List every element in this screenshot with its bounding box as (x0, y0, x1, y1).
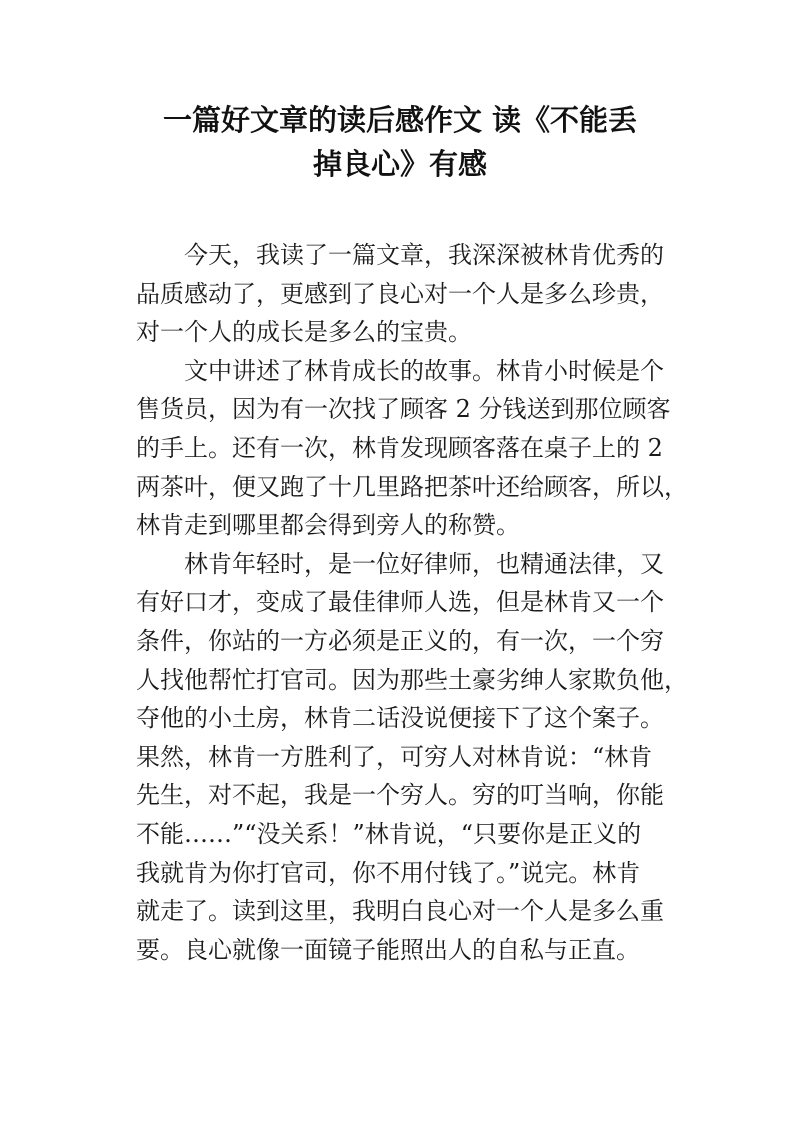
paragraph-2-line: 的手上。还有一次，林肯发现顾客落在桌子上的 2 (136, 433, 663, 462)
paragraph-3-line: 我就肯为你打官司，你不用付钱了。”说完。林肯 (136, 858, 641, 887)
paragraph-3-line: 先生，对不起，我是一个穷人。穷的叮当响，你能 (136, 781, 664, 810)
paragraph-3-line: 要。良心就像一面镜子能照出人的自私与正直。 (136, 935, 640, 964)
title-line: 一篇好文章的读后感作文 读《不能丢 (162, 103, 638, 137)
paragraph-3-line: 果然，林肯一方胜利了，可穷人对林肯说：“林肯 (136, 742, 653, 771)
paragraph-3-line: 夺他的小土房，林肯二话没说便接下了这个案子。 (136, 704, 664, 733)
paragraph-3-line: 就走了。读到这里，我明白良心对一个人是多么重 (136, 897, 664, 926)
paragraph-2-line: 林肯走到哪里都会得到旁人的称赞。 (136, 511, 520, 540)
paragraph-1-line: 对一个人的成长是多么的宝贵。 (136, 318, 472, 347)
paragraph-3-line: 条件，你站的一方必须是正义的，有一次，一个穷 (136, 626, 664, 655)
document-title (100, 98, 700, 186)
paragraph-1-line: 品质感动了，更感到了良心对一个人是多么珍贵， (136, 279, 664, 308)
document-body (136, 236, 688, 969)
paragraph-2-line: 文中讲述了林肯成长的故事。林肯小时候是个 (184, 356, 664, 385)
title-line: 掉良心》有感 (312, 147, 487, 181)
paragraph-1-line: 今天，我读了一篇文章，我深深被林肯优秀的 (184, 241, 664, 269)
paragraph-3-line: 有好口才，变成了最佳律师人选，但是林肯又一个 (136, 588, 664, 617)
paragraph-2-line: 售货员，因为有一次找了顾客 2 分钱送到那位顾客 (136, 395, 671, 424)
paragraph-3-line: 林肯年轻时，是一位好律师，也精通法律，又 (184, 549, 664, 578)
paragraph-3-line: 人找他帮忙打官司。因为那些土豪劣绅人家欺负他， (136, 665, 688, 694)
paragraph-3-line: 不能……”“没关系！”林肯说，“只要你是正义的 (136, 819, 642, 848)
paragraph-2-line: 两茶叶，便又跑了十几里路把茶叶还给顾客，所以， (136, 472, 688, 501)
